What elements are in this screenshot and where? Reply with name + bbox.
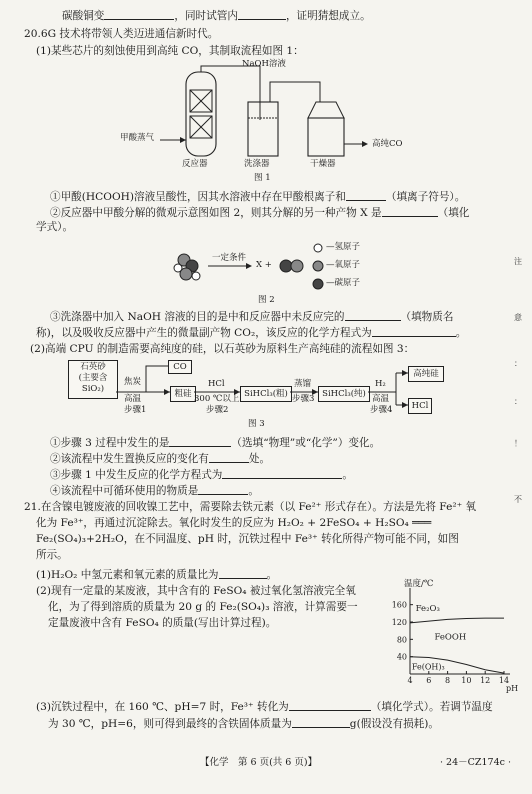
q21-line-1: 21.在含镍电镀废液的回收镍工艺中，需要除去铁元素（以 Fe²⁺ 形式存在）。方法是先将 Fe²⁺ 氧 bbox=[24, 501, 477, 513]
blank[interactable] bbox=[222, 468, 342, 479]
legend-carbon: —碳原子 bbox=[326, 278, 361, 288]
edge-fragment: ： bbox=[514, 397, 522, 406]
footer-page: 【化学 第 6 页(共 6 页)】 bbox=[200, 757, 318, 768]
blank[interactable] bbox=[289, 700, 371, 711]
legend-hydrogen: —氢原子 bbox=[326, 242, 361, 252]
figure-1-caption: 图 1 bbox=[254, 173, 271, 183]
region-label: FeOOH bbox=[434, 632, 467, 643]
q20-1-b: ②反应器中甲酸分解的微观示意图如图 2，则其分解的另一种产物 X 是 （填化 bbox=[50, 207, 470, 219]
figure-3 bbox=[68, 358, 448, 430]
sihcl3-pure-box: SiHCl₃(纯) bbox=[318, 386, 370, 402]
phase-boundary bbox=[410, 618, 504, 623]
legend-oxygen: —氧原子 bbox=[326, 260, 361, 270]
x-label: X + bbox=[256, 260, 272, 270]
question-20-1: (1)某些芯片的刻蚀使用到高纯 CO，其制取流程如图 1： bbox=[36, 45, 304, 57]
edge-fragment: 注 bbox=[514, 257, 522, 266]
figure-2 bbox=[160, 236, 380, 306]
q20-2-d: ④该流程中可循环使用的物质是 。 bbox=[50, 485, 259, 497]
blank[interactable] bbox=[345, 310, 401, 321]
coke-label: 焦炭 bbox=[124, 377, 142, 387]
q21-b2: 化，为了得到溶质的质量为 20 g 的 Fe₂(SO₄)₃ 溶液，计算需要一 bbox=[48, 601, 358, 613]
blank[interactable] bbox=[104, 9, 174, 20]
inlet-label: 甲酸蒸气 bbox=[120, 133, 155, 143]
q21-line-4: 所示。 bbox=[36, 549, 68, 561]
q20-2-b: ②该流程中发生置换反应的变化有 处。 bbox=[50, 453, 271, 465]
quartz-sand-box: 石英砂 (主要含 SiO₂) bbox=[68, 360, 118, 399]
blank[interactable] bbox=[169, 436, 231, 447]
region-label: Fe(OH)₃ bbox=[411, 662, 445, 672]
dryer-label: 干燥器 bbox=[310, 159, 336, 169]
washer-label: 洗涤器 bbox=[244, 159, 270, 169]
hcl-label: HCl bbox=[208, 379, 225, 389]
x-tick-label: 12 bbox=[480, 676, 491, 685]
q21-b3: 定量废液中含有 FeSO₄ 的质量(写出计算过程)。 bbox=[48, 617, 277, 629]
step-3: 步骤3 bbox=[292, 394, 315, 404]
footer-code: · 24－CZ174c · bbox=[440, 757, 511, 768]
phase-chart-svg bbox=[384, 579, 519, 693]
blank[interactable] bbox=[209, 452, 249, 463]
q21-c1: (3)沉铁过程中，在 160 ℃、pH=7 时，Fe³⁺ 转化为 （填化学式）。若调节温度 bbox=[36, 701, 493, 713]
x-tick-label: 4 bbox=[407, 676, 413, 685]
blank[interactable] bbox=[219, 568, 267, 579]
product-label: 高纯CO bbox=[372, 139, 403, 149]
q21-line-3: Fe₂(SO₄)₃+2H₂O，在不同温度、pH 时，沉铁过程中 Fe³⁺ 转化所得产物可能不同，如图 bbox=[36, 533, 459, 545]
temp-300-label: 300 ℃以上 bbox=[194, 394, 240, 404]
blank[interactable] bbox=[238, 9, 286, 20]
naoh-label: NaOH溶液 bbox=[242, 59, 286, 69]
high-temp-4: 高温 bbox=[372, 394, 390, 404]
q20-1-b2: 学式）。 bbox=[36, 221, 74, 233]
blank[interactable] bbox=[372, 326, 456, 337]
blank[interactable] bbox=[346, 190, 386, 201]
x-axis-label: pH bbox=[506, 684, 519, 693]
h2-label: H₂ bbox=[375, 379, 386, 389]
q20-2-c: ③步骤 1 中发生反应的化学方程式为 。 bbox=[50, 469, 353, 481]
q20-1-c: ③洗涤器中加入 NaOH 溶液的目的是中和反应器中未反应完的 （填物质名 bbox=[50, 311, 454, 323]
blank[interactable] bbox=[198, 484, 248, 495]
y-tick-label: 120 bbox=[391, 618, 407, 627]
edge-fragment: 意 bbox=[514, 313, 522, 322]
x-tick-label: 10 bbox=[461, 676, 472, 685]
line-top: 碳酸铜变 ，同时试管内 ，证明猜想成立。 bbox=[62, 10, 371, 22]
q20-2-a: ①步骤 3 过程中发生的是 （选填“物理”或“化学”）变化。 bbox=[50, 437, 381, 449]
reactor-label: 反应器 bbox=[182, 159, 208, 169]
blank[interactable] bbox=[382, 206, 438, 217]
figure-2-caption: 图 2 bbox=[258, 295, 275, 305]
y-axis-label: 温度/℃ bbox=[404, 579, 434, 589]
edge-fragment: ！ bbox=[514, 439, 522, 448]
y-tick-label: 160 bbox=[391, 600, 407, 610]
q21-a: (1)H₂O₂ 中氢元素和氧元素的质量比为 。 bbox=[36, 569, 278, 581]
q21-b1: (2)现有一定量的某废液，其中含有的 FeSO₄ 被过氧化氢溶液完全氧 bbox=[36, 585, 356, 597]
blank[interactable] bbox=[292, 717, 350, 728]
hcl-out-box: HCl bbox=[408, 398, 432, 414]
condition-label: 一定条件 bbox=[212, 253, 247, 263]
pure-si-box: 高纯硅 bbox=[408, 366, 444, 382]
phase-chart bbox=[384, 579, 519, 693]
figure-3-caption: 图 3 bbox=[248, 419, 265, 429]
co-box: CO bbox=[168, 360, 192, 374]
step-1: 步骤1 bbox=[124, 405, 147, 415]
q20-1-c2: 称)，以及吸收反应器中产生的微量副产物 CO₂，该反应的化学方程式为 。 bbox=[36, 327, 467, 339]
y-tick-label: 80 bbox=[396, 635, 407, 645]
x-tick-label: 6 bbox=[426, 676, 432, 685]
edge-fragment: 不 bbox=[514, 495, 522, 504]
crude-si-box: 粗硅 bbox=[170, 386, 196, 402]
high-temp-1: 高温 bbox=[124, 394, 142, 404]
q20-1-a: ①甲酸(HCOOH)溶液呈酸性，因其水溶液中存在甲酸根离子和 （填离子符号）。 bbox=[50, 191, 466, 203]
step-2: 步骤2 bbox=[206, 405, 229, 415]
q21-c2: 为 30 ℃，pH=6，则可得到最终的含铁固体质量为 g(假设没有损耗)。 bbox=[48, 718, 439, 730]
question-20-title: 20.6G 技术将带领人类迈进通信新时代。 bbox=[24, 28, 219, 40]
x-tick-label: 8 bbox=[445, 676, 451, 685]
figure-1-drawing bbox=[120, 59, 420, 184]
sihcl3-crude-box: SiHCl₃(粗) bbox=[240, 386, 292, 402]
step-4: 步骤4 bbox=[370, 405, 393, 415]
figure-1 bbox=[120, 59, 420, 184]
distill-label: 蒸馏 bbox=[294, 379, 312, 389]
edge-fragment: ： bbox=[514, 359, 522, 368]
x-tick-label: 14 bbox=[498, 676, 510, 685]
q20-2: (2)高端 CPU 的制造需要高纯度的硅，以石英砂为原料生产高纯硅的流程如图 3： bbox=[30, 343, 415, 355]
y-tick-label: 40 bbox=[396, 652, 407, 662]
region-label: Fe₂O₃ bbox=[415, 604, 440, 615]
q21-line-2: 化为 Fe³⁺，再通过沉淀除去。氧化时发生的反应为 H₂O₂ + 2FeSO₄ + H₂SO₄ ═══ bbox=[36, 517, 432, 529]
